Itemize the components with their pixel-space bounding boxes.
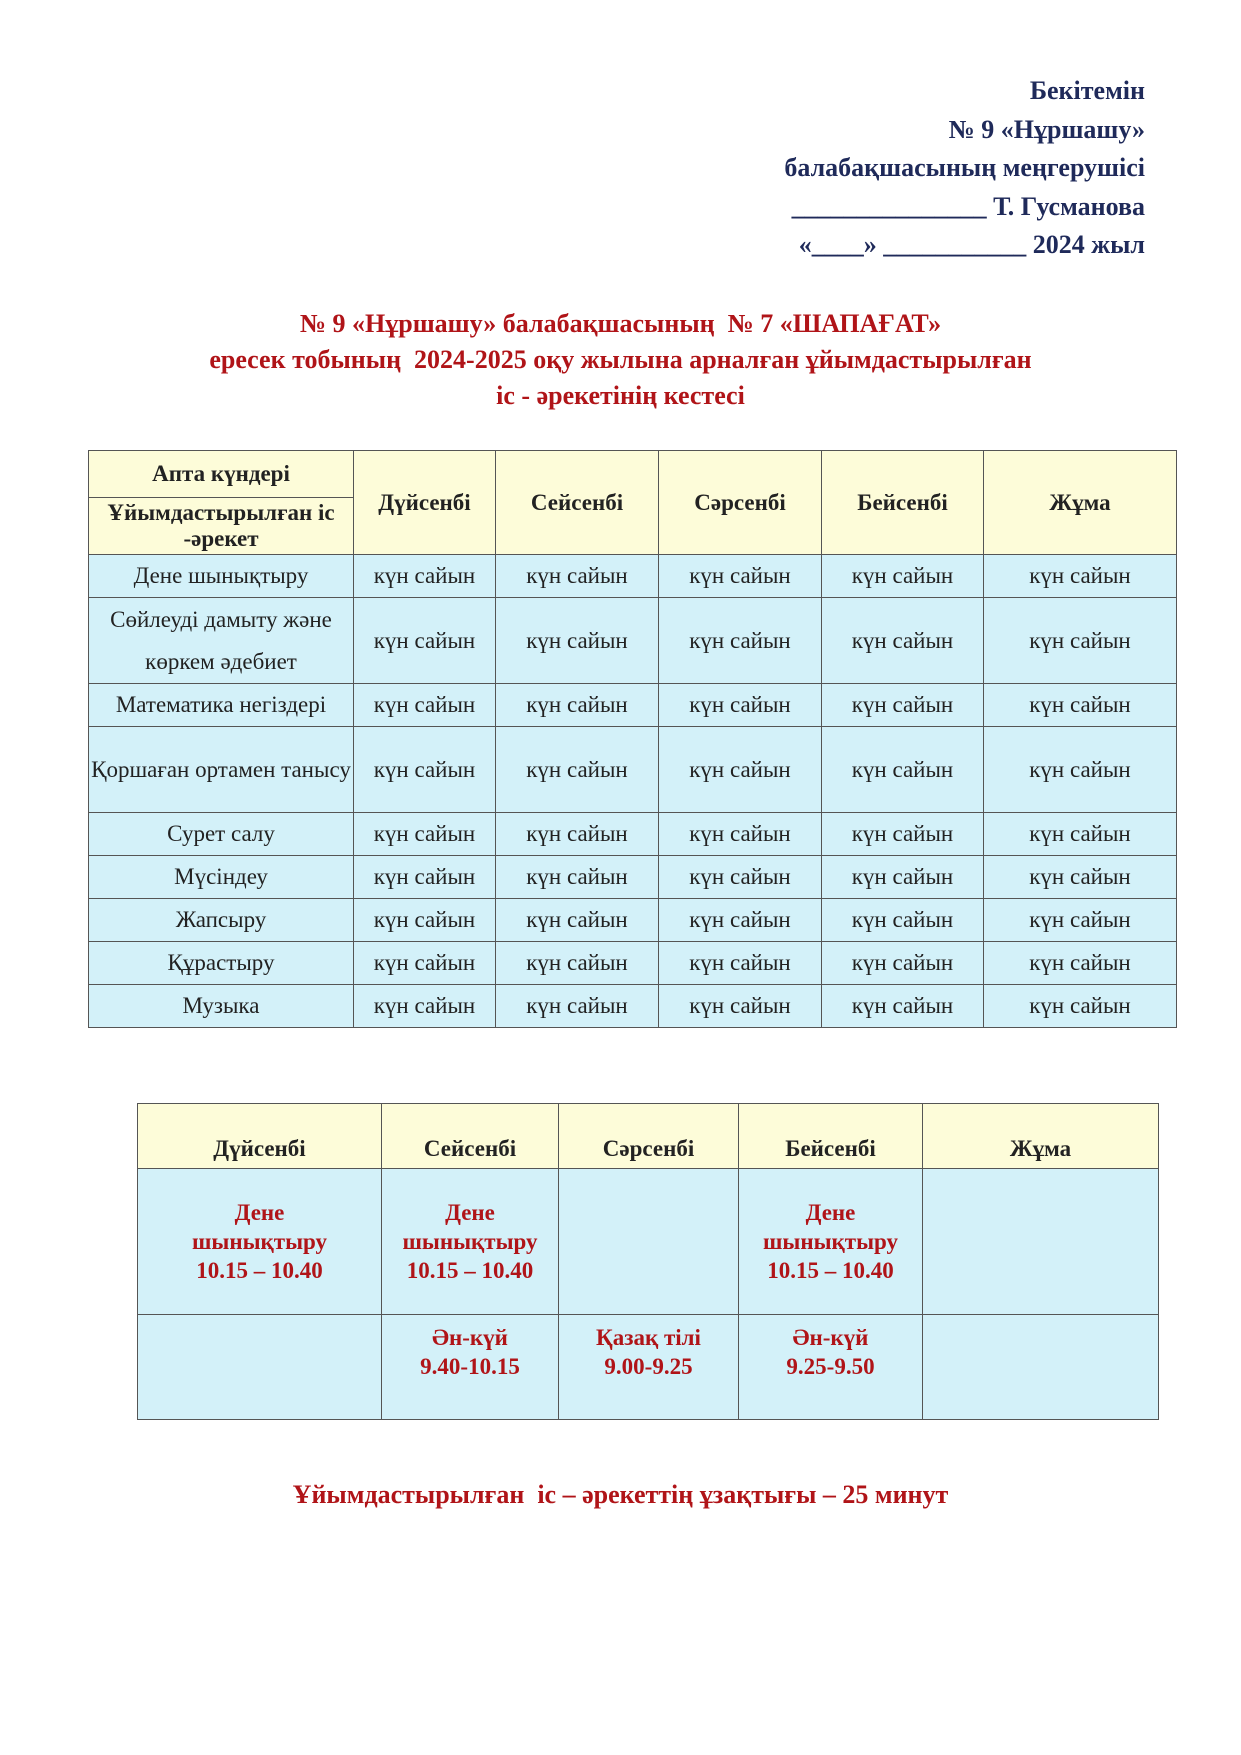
frequency-cell: күн сайын [659,813,822,856]
subject-cell: Математика негіздері [89,684,354,727]
frequency-cell: күн сайын [354,598,496,684]
frequency-cell: күн сайын [984,598,1177,684]
table-row [89,856,1177,899]
frequency-cell: күн сайын [496,598,659,684]
frequency-cell: күн сайын [659,598,822,684]
frequency-cell: күн сайын [659,899,822,942]
timetable-cell [138,1315,382,1420]
subject-cell: Қоршаған ортамен танысу [89,727,354,813]
timetable-cell-line: 10.15 – 10.40 [767,1258,894,1283]
table-row [89,985,1177,1028]
timetable-cell-line: Ән-күй [432,1325,508,1350]
timetable-cell [559,1315,739,1420]
duration-note: Ұйымдастырылған іс – әрекеттің ұзақтығы – 25 минут [292,1480,949,1509]
timetable-cell-line: 9.25-9.50 [786,1354,875,1379]
subject-cell: Жапсыру [89,899,354,942]
table-row [89,555,1177,598]
day-header: Жұма [984,451,1177,555]
table-row [138,1315,1159,1420]
day-header: Сәрсенбі [559,1104,739,1169]
frequency-cell: күн сайын [496,942,659,985]
day-header: Сейсенбі [382,1104,559,1169]
frequency-cell: күн сайын [354,942,496,985]
timetable-cell [923,1169,1159,1315]
frequency-cell: күн сайын [822,727,984,813]
timetable-cell-line: Дене [234,1200,285,1225]
frequency-cell: күн сайын [984,684,1177,727]
frequency-cell: күн сайын [496,684,659,727]
frequency-cell: күн сайын [822,598,984,684]
table-row [89,727,1177,813]
day-header: Сейсенбі [496,451,659,555]
title-line: ересек тобының 2024-2025 оқу жылына арналған ұйымдастырылған [209,345,1032,374]
frequency-cell: күн сайын [822,684,984,727]
timetable-cell-line: 10.15 – 10.40 [196,1258,323,1283]
frequency-cell: күн сайын [984,942,1177,985]
subject-cell: Музыка [89,985,354,1028]
subject-cell: Мүсіндеу [89,856,354,899]
timetable-cell-line: Қазақ тілі [596,1325,701,1350]
table-row [89,942,1177,985]
frequency-cell: күн сайын [984,813,1177,856]
timetable-cell-line: Дене [445,1200,495,1225]
activity-schedule-table [88,450,1177,1028]
frequency-cell: күн сайын [822,856,984,899]
frequency-cell: күн сайын [822,942,984,985]
frequency-cell: күн сайын [659,985,822,1028]
timetable-cell-line: 10.15 – 10.40 [406,1258,534,1283]
frequency-cell: күн сайын [659,684,822,727]
table-row [89,684,1177,727]
subject-cell: Сурет салу [89,813,354,856]
timetable-cell [923,1315,1159,1420]
frequency-cell: күн сайын [496,555,659,598]
frequency-cell: күн сайын [984,856,1177,899]
timetable-cell-line: шынықтыру [402,1229,538,1254]
frequency-cell: күн сайын [496,856,659,899]
timetable-cell [382,1169,559,1315]
approval-block [784,72,1145,265]
timetable-table [137,1103,1159,1420]
table-row [89,899,1177,942]
timetable-cell-line: 9.40-10.15 [420,1354,520,1379]
approval-line: № 9 «Нұршашу» [948,114,1145,144]
frequency-cell: күн сайын [822,555,984,598]
table-row [89,598,1177,684]
frequency-cell: күн сайын [354,727,496,813]
document-title [0,306,1241,414]
frequency-cell: күн сайын [659,727,822,813]
timetable-cell-line: шынықтыру [762,1229,899,1254]
table-row [138,1169,1159,1315]
frequency-cell: күн сайын [354,684,496,727]
frequency-cell: күн сайын [822,813,984,856]
frequency-cell: күн сайын [496,813,659,856]
frequency-cell: күн сайын [984,555,1177,598]
day-header: Дүйсенбі [354,451,496,555]
subject-cell: Дене шынықтыру [89,555,354,598]
timetable-cell [559,1169,739,1315]
frequency-cell: күн сайын [659,942,822,985]
timetable-cell [739,1169,923,1315]
approval-line: балабақшасының меңгерушісі [784,153,1145,182]
day-header: Дүйсенбі [138,1104,382,1169]
frequency-cell: күн сайын [984,985,1177,1028]
approval-line: Бекітемін [1029,76,1145,105]
timetable-cell-line: Дене [805,1200,856,1225]
frequency-cell: күн сайын [354,985,496,1028]
day-header: Сәрсенбі [659,451,822,555]
subject-cell: Құрастыру [89,942,354,985]
frequency-cell: күн сайын [659,555,822,598]
frequency-cell: күн сайын [822,985,984,1028]
timetable-cell-line: 9.00-9.25 [604,1354,693,1379]
corner-header-days: Апта күндері [89,451,354,498]
timetable-cell-line: шынықтыру [191,1229,328,1254]
frequency-cell: күн сайын [354,856,496,899]
day-header: Бейсенбі [822,451,984,555]
table-row [89,813,1177,856]
frequency-cell: күн сайын [984,899,1177,942]
frequency-cell: күн сайын [496,985,659,1028]
title-line: № 9 «Нұршашу» балабақшасының № 7 «ШАПАҒАТ» [299,309,942,338]
timetable-cell [138,1169,382,1315]
approval-line: _______________ Т. Гусманова [791,191,1145,221]
approval-line: «____» ___________ 2024 жыл [798,230,1145,259]
frequency-cell: күн сайын [659,856,822,899]
corner-header-activity: Ұйымдастырылған іс -әрекет [89,498,354,555]
timetable-cell [739,1315,923,1420]
frequency-cell: күн сайын [984,727,1177,813]
timetable-cell [382,1315,559,1420]
title-line: іс - әрекетінің кестесі [496,381,745,410]
day-header: Жұма [923,1104,1159,1169]
day-header: Бейсенбі [739,1104,923,1169]
frequency-cell: күн сайын [496,727,659,813]
frequency-cell: күн сайын [496,899,659,942]
subject-cell: Сөйлеуді дамыту және көркем әдебиет [89,598,354,684]
frequency-cell: күн сайын [822,899,984,942]
frequency-cell: күн сайын [354,899,496,942]
timetable-cell-line: Ән-күй [792,1325,869,1350]
frequency-cell: күн сайын [354,813,496,856]
frequency-cell: күн сайын [354,555,496,598]
